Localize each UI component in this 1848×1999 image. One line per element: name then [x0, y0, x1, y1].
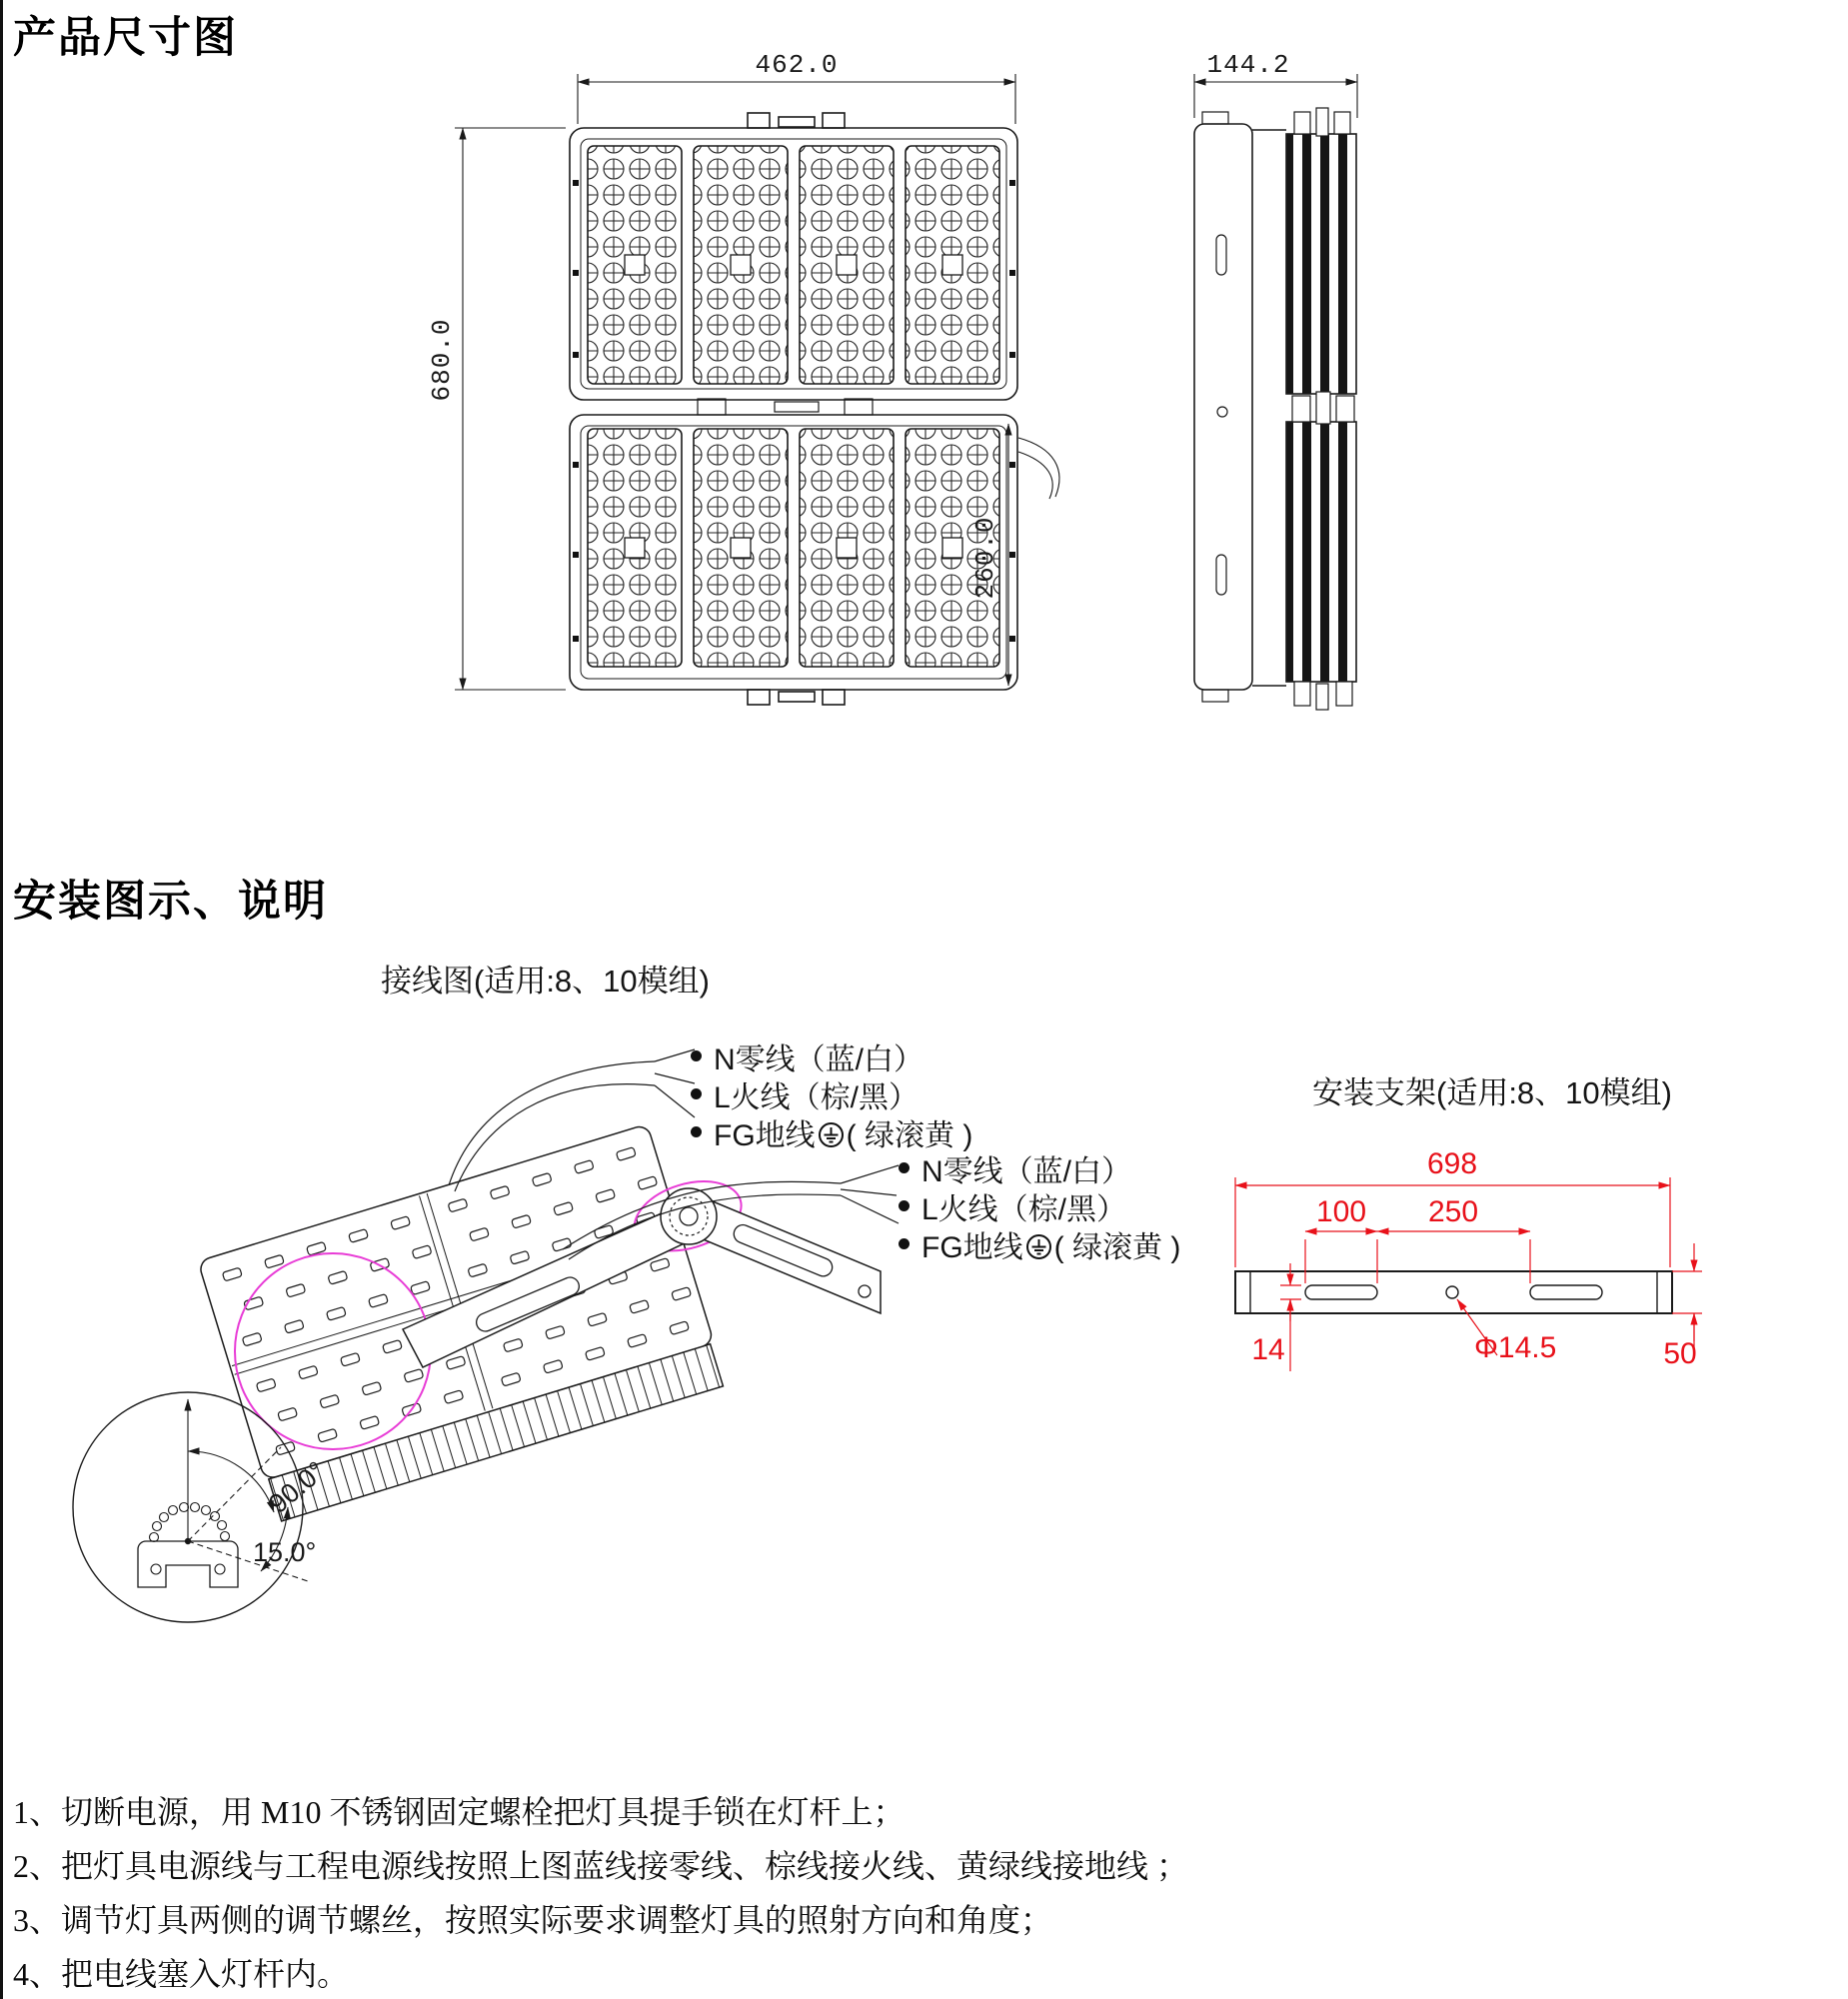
dim-front-height: 680.0: [427, 318, 457, 402]
wire-label-text: L火线（棕/黑）: [922, 1192, 1127, 1226]
isometric-lamp-drawing: [198, 1049, 899, 1522]
wire-label-text: FG地线: [714, 1118, 816, 1152]
bracket-dim-slot-length: 100: [1315, 1195, 1367, 1228]
wire-label-text: N零线（蓝/白）: [922, 1154, 1131, 1188]
instruction-step: 4、把电线塞入灯杆内。: [13, 1956, 350, 1992]
wire-label-text: ( 绿滚黄 ): [846, 1118, 973, 1152]
instruction-step: 3、调节灯具两侧的调节螺丝，按照实际要求调整灯具的照射方向和角度；: [13, 1902, 1053, 1938]
bracket-caption: 安装支架(适用:8、10模组): [1312, 1075, 1672, 1110]
dim-side-depth: 144.2: [1206, 50, 1290, 80]
dim-front-width: 462.0: [755, 50, 839, 80]
wiring-diagram-caption: 接线图(适用:8、10模组): [381, 964, 710, 999]
bracket-dim-slot-gap: 250: [1427, 1195, 1479, 1228]
bracket-dim-hole: Φ14.5: [1474, 1331, 1557, 1364]
instruction-step: 2、把灯具电源线与工程电源线按照上图蓝线接零线、棕线接火线、黄绿线接地线 ；: [13, 1848, 1189, 1884]
front-view-drawing: [570, 113, 1059, 705]
wire-label-text: ( 绿滚黄 ): [1053, 1230, 1181, 1264]
technical-drawing-svg: [3, 0, 1848, 1999]
bracket-dim-height: 50: [1663, 1337, 1697, 1370]
angle-pan-label: 90.0°: [263, 1455, 332, 1519]
bracket-drawing: [1235, 1271, 1672, 1313]
wire-label-text: L火线（棕/黑）: [714, 1080, 920, 1114]
angle-tilt-label: 15.0°: [253, 1537, 317, 1567]
wire-label-text: FG地线: [922, 1230, 1023, 1264]
installation-section-title: 安装图示、说明: [13, 879, 328, 926]
side-view-drawing: [1194, 108, 1356, 710]
instruction-step: 1、切断电源，用 M10 不锈钢固定螺栓把灯具提手锁在灯杆上；: [13, 1794, 906, 1830]
dim-module-height: 260.0: [970, 516, 1000, 600]
bracket-dim-length: 698: [1426, 1147, 1478, 1180]
bracket-dim-slot-width: 14: [1251, 1333, 1285, 1366]
wire-label-text: N零线（蓝/白）: [714, 1042, 924, 1076]
page-title: 产品尺寸图: [13, 15, 238, 62]
instruction-list: [13, 1785, 1188, 1999]
